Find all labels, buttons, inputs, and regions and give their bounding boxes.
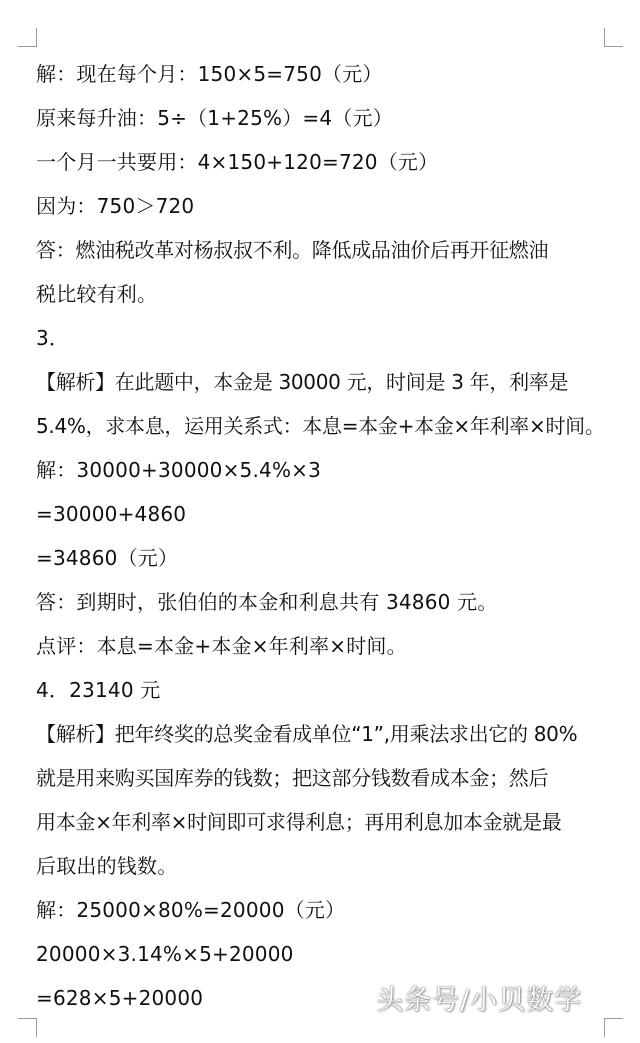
text-line: 税比较有利。: [36, 282, 158, 306]
text-line: =628×5+20000: [36, 986, 204, 1010]
text-line: 答：到期时，张伯伯的本金和利息共有 34860 元。: [36, 590, 498, 614]
document-body: [36, 52, 620, 1020]
text-line: 5.4%，求本息，运用关系式：本息=本金+本金×年利率×时间。: [36, 414, 605, 438]
text-line: 就是用来购买国库券的钱数；把这部分钱数看成本金；然后: [36, 766, 549, 790]
text-line: 【解析】把年终奖的总奖金看成单位“1”,用乘法求出它的 80%: [36, 722, 578, 746]
text-line: 一个月一共要用：4×150+120=720（元）: [36, 150, 439, 174]
text-line: 解：现在每个月：150×5=750（元）: [36, 62, 383, 86]
page-corner-mark-top-right: [604, 28, 623, 47]
text-line: 后取出的钱数。: [36, 854, 178, 878]
text-line: =30000+4860: [36, 502, 187, 526]
page-corner-mark-bottom-left: [18, 1018, 37, 1037]
page-corner-mark-bottom-right: [604, 1018, 623, 1037]
section-number: 3．: [36, 326, 70, 350]
text-line: 解：25000×80%=20000（元）: [36, 898, 346, 922]
page-corner-mark-top-left: [18, 28, 37, 47]
text-line: 因为：750＞720: [36, 194, 195, 218]
text-line: =34860（元）: [36, 546, 179, 570]
text-line: 【解析】在此题中，本金是 30000 元，时间是 3 年，利率是: [36, 370, 569, 394]
text-line: 解：30000+30000×5.4%×3: [36, 458, 322, 482]
text-line: 点评：本息=本金+本金×年利率×时间。: [36, 634, 407, 658]
text-line: 原来每升油：5÷（1+25%）=4（元）: [36, 106, 393, 130]
text-line: 20000×3.14%×5+20000: [36, 942, 294, 966]
text-line: 用本金×年利率×时间即可求得利息；再用利息加本金就是最: [36, 810, 562, 834]
section-number: 4．23140 元: [36, 678, 161, 702]
watermark: 头条号/小贝数学: [376, 985, 583, 1016]
text-line: 答：燃油税改革对杨叔叔不利。降低成品油价后再开征燃油: [36, 238, 549, 262]
